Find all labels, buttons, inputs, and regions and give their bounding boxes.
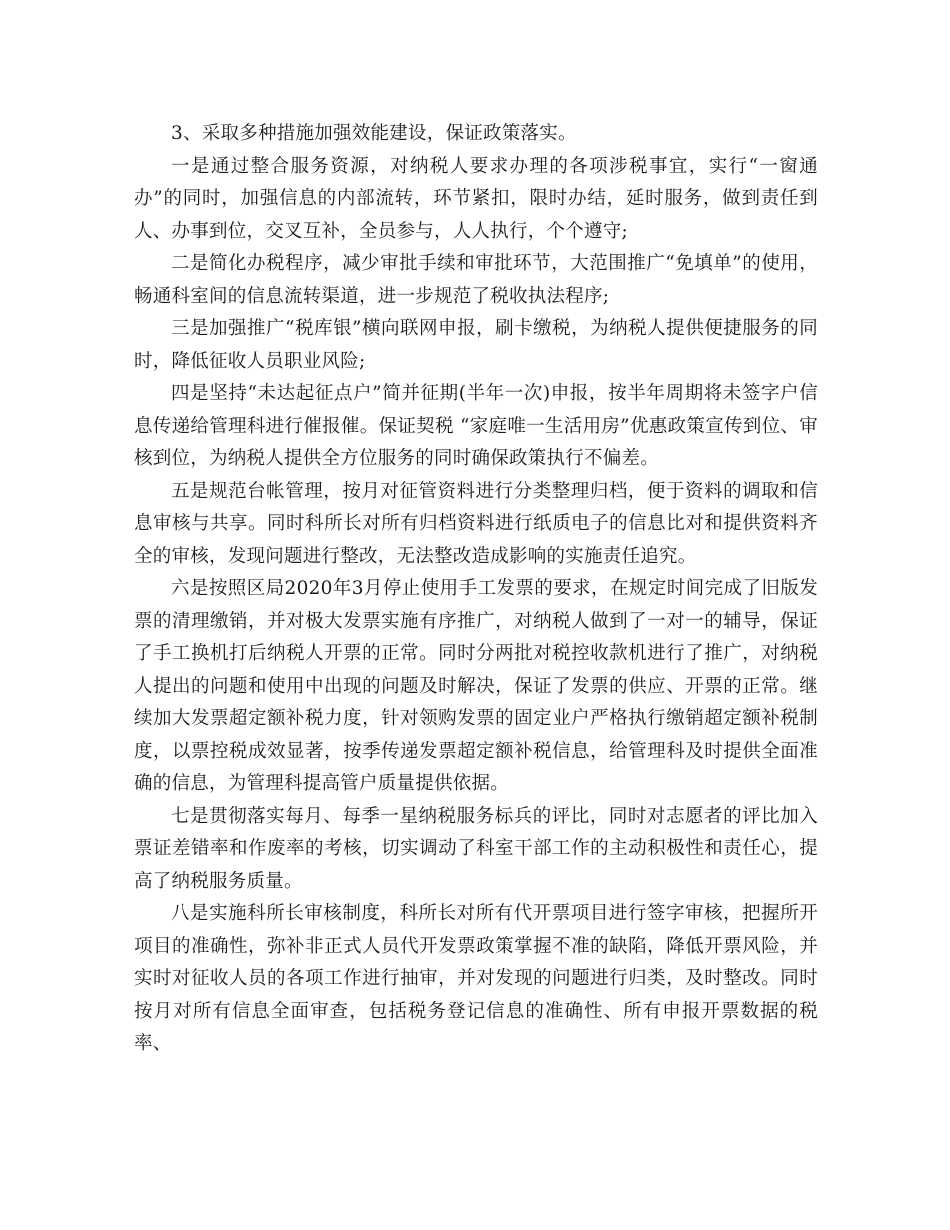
paragraph-item-2: 二是简化办税程序，减少审批手续和审批环节，大范围推广“免填单”的使用，畅通科室间的信息流转渠道，进一步规范了税收执法程序; [134,253,818,307]
paragraph-item-1: 一是通过整合服务资源，对纳税人要求办理的各项涉税事宜，实行“一窗通办”的同时，加强信息的内部流转，环节紧扣，限时办结，延时服务，做到责任到人、办事到位，交叉互补，全员参与，人人执行，个个遵守; [134,155,818,242]
document-body [134,118,818,1061]
paragraph-item-3: 三是加强推广“税库银”横向联网申报，刷卡缴税，为纳税人提供便捷服务的同时，降低征收人员职业风险; [134,318,818,372]
paragraph-item-7: 七是贯彻落实每月、每季一星纳税服务标兵的评比，同时对志愿者的评比加入票证差错率和作废率的考核，切实调动了科室干部工作的主动积极性和责任心，提高了纳税服务质量。 [134,805,818,892]
paragraph-item-6: 六是按照区局2020年3月停止使用手工发票的要求，在规定时间完成了旧版发票的清理缴销，并对极大发票实施有序推广，对纳税人做到了一对一的辅导，保证了手工换机打后纳税人开票的正常。同时分两批对税控收款机进行了推广，对纳税人提出的问题和使用中出现的问题及时解决，保证了发票的供应、开票的正常。继续加大发票超定额补税力度，针对领购发票的固定业户严格执行缴销超定额补税制度，以票控税成效显著，按季传递发票超定额补税信息，给管理科及时提供全面准确的信息，为管理科提高管户质量提供依据。 [134,578,818,794]
paragraph-measures-heading: 3、采取多种措施加强效能建设，保证政策落实。 [171,123,577,144]
paragraph-item-4: 四是坚持“未达起征点户”简并征期(半年一次)申报，按半年周期将未签字户信息传递给管理科进行催报催。保证契税 “家庭唯一生活用房”优惠政策宣传到位、审核到位，为纳税人提供全方位服务的同时确保政策执行不偏差。 [134,383,818,469]
paragraph-item-8: 八是实施科所长审核制度，科所长对所有代开票项目进行签字审核，把握所开项目的准确性，弥补非正式人员代开发票政策掌握不准的缺陷，降低开票风险，并实时对征收人员的各项工作进行抽审，并对发现的问题进行归类，及时整改。同时按月对所有信息全面审查，包括税务登记信息的准确性、所有申报开票数据的税率、 [134,903,818,1054]
paragraph-item-5: 五是规范台帐管理，按月对征管资料进行分类整理归档，便于资料的调取和信息审核与共享。同时科所长对所有归档资料进行纸质电子的信息比对和提供资料齐全的审核，发现问题进行整改，无法整改造成影响的实施责任追究。 [134,480,818,567]
